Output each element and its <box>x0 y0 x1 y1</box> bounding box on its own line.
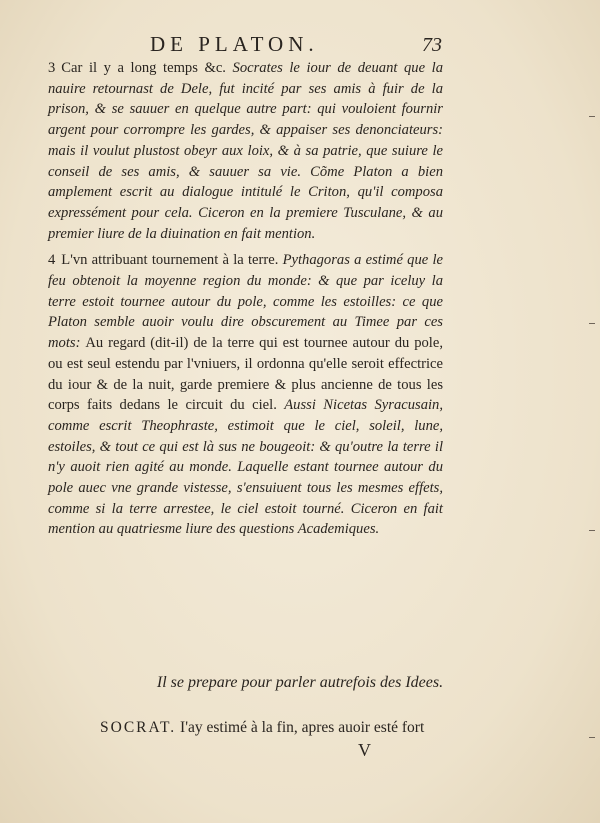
note-4 <box>48 250 443 540</box>
margin-mark <box>589 530 595 531</box>
margin-mark <box>589 323 595 324</box>
note-number: 4 <box>48 252 56 269</box>
section-heading: Il se prepare pour parler autrefois des Idees. <box>156 674 444 691</box>
notes-body <box>48 58 443 540</box>
margin-mark <box>589 737 595 738</box>
signature-mark: V <box>358 740 371 760</box>
note-number: 3 <box>48 60 56 76</box>
speaker-label: SOCRAT. <box>100 719 177 736</box>
note-lemma: L'vn attribuant tournement à la terre. <box>61 252 283 269</box>
margin-mark <box>589 116 595 117</box>
note-3 <box>48 58 443 244</box>
note-commentary-continued: Aussi Nicetas Syracusain, comme escrit Theophraste, estimoit que le ciel, soleil, lune, estoiles, & tout ce qui est là sus ne bougeoit: & qu'outre la terre il n'y auoit rien agité au monde. Laquelle estant tournee autour du pole auec vne grande vistesse, s'ensuiuent tous les mesmes effets, comme si la terre arrestee, le ciel estoit tourné. Ciceron en fait mention au quatriesme liure des questions Academiques. <box>48 397 443 538</box>
running-head: DE PLATON. <box>150 32 319 56</box>
note-commentary: Socrates le iour de deuant que la nauire retournast de Dele, fut incité par ses amis à fuir de la prison, & se sauuer en quelque autre part: qui vouloient fournir argent pour corrompre les gardes, & appaiser ses denonciateurs: mais il voulut plustost obeyr aux loix, & à sa patrie, que suiure le conseil de ses amis, & sauuer sa vie. Cõme Platon a bien amplement escrit au dialogue intitulé le Criton, qu'il composa expressément pour cela. Ciceron en la premiere Tusculane, & au premier liure de la diuination en fait mention. <box>48 60 443 242</box>
note-lemma: Car il y a long temps &c. <box>61 60 233 76</box>
page-number: 73 <box>422 34 442 56</box>
dialogue-line <box>100 718 430 738</box>
note-quotation: Au regard (dit-il) de la terre qui est tournee autour du pole, ou est seul estendu par l'vniuers, il ordonna qu'elle seroit effectrice du iour & de la nuit, garde premiere & plus ancienne de tous les corps faits dedans le circuit du ciel. <box>48 335 443 414</box>
note-commentary: Pythagoras a estimé que le feu obtenoit la moyenne region du monde: & que par iceluy la terre estoit tournee autour du pole, comme les estoilles: ce que Platon semble auoir voulu dire obscurement au Timee par ces mots: <box>48 252 443 352</box>
dialogue-text: I'ay estimé à la fin, apres auoir esté fort <box>180 719 425 736</box>
